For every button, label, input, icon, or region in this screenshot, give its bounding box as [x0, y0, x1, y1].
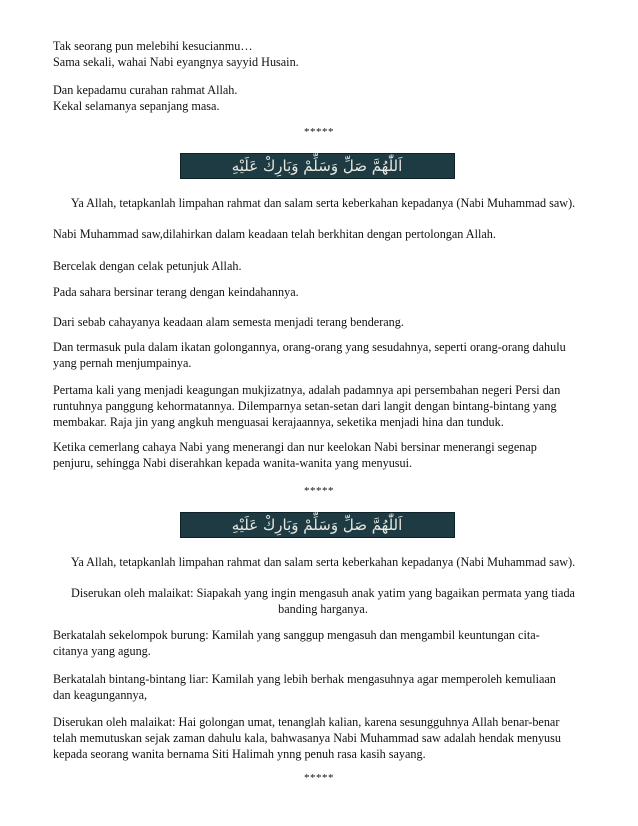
paragraph: Bercelak dengan celak petunjuk Allah. — [53, 259, 242, 273]
arabic-text: اَللّٰهُمَّ صَلِّ وَسَلِّمْ وَبَارِكْ عَلَيْهِ — [231, 157, 403, 175]
arabic-text: اَللّٰهُمَّ صَلِّ وَسَلِّمْ وَبَارِكْ عَلَيْهِ — [231, 516, 403, 534]
calligraphy-image — [180, 153, 455, 179]
text-line: Berkatalah bintang-bintang liar: Kamilah yang lebih berhak mengasuhnya agar memperoleh kemuliaan — [53, 672, 556, 686]
section-separator: ***** — [304, 126, 334, 138]
paragraph — [53, 585, 593, 617]
text-line: Ketika cemerlang cahaya Nabi yang menerangi dan nur keelokan Nabi bersinar menerangi segenap — [53, 440, 537, 454]
text-line: Tak seorang pun melebihi kesucianmu… — [53, 39, 253, 53]
paragraph — [53, 339, 593, 371]
text-line: dan keagungannya, — [53, 688, 148, 702]
text-line: yang pernah menjumpainya. — [53, 356, 192, 370]
text-line: runtuhnya panggung kehormatannya. Dilemparnya setan-setan dari langit dengan bintang-bintang yang — [53, 399, 557, 413]
paragraph — [53, 714, 593, 762]
paragraph: Pada sahara bersinar terang dengan keindahannya. — [53, 285, 299, 299]
text-line: Berkatalah sekelompok burung: Kamilah yang sanggup mengasuh dan mengambil keuntungan cita- — [53, 628, 540, 642]
text-line: Dan termasuk pula dalam ikatan golongannya, orang-orang yang sesudahnya, seperti orang-orang dahulu — [53, 340, 566, 354]
text-line: penjuru, sehingga Nabi diserahkan kepada wanita-wanita yang menyusui. — [53, 456, 413, 470]
text-line: membakar. Raja jin yang angkuh menguasai kerajaannya, seketika menjadi hina dan tunduk. — [53, 415, 504, 429]
verse-paragraph-1 — [53, 38, 593, 70]
text-line: Diserukan oleh malaikat: Siapakah yang ingin mengasuh anak yatim yang bagaikan permata yang tiada — [71, 586, 575, 600]
paragraph — [53, 382, 593, 430]
paragraph: Dari sebab cahayanya keadaan alam semesta menjadi terang benderang. — [53, 315, 404, 329]
section-separator: ***** — [304, 772, 334, 784]
paragraph — [53, 627, 593, 659]
verse-paragraph-2 — [53, 82, 593, 114]
text-line: Diserukan oleh malaikat: Hai golongan umat, tenanglah kalian, karena sesungguhnya Allah benar-benar — [53, 715, 560, 729]
arabic-salawat-banner — [180, 153, 455, 179]
salawat-translation: Ya Allah, tetapkanlah limpahan rahmat dan salam serta keberkahan kepadanya (Nabi Muhammad saw). — [70, 196, 576, 210]
paragraph — [53, 439, 593, 471]
text-line: kepada seorang wanita bernama Siti Halimah ynng penuh rasa kasih sayang. — [53, 747, 426, 761]
arabic-salawat-banner — [180, 512, 455, 538]
salawat-translation: Ya Allah, tetapkanlah limpahan rahmat dan salam serta keberkahan kepadanya (Nabi Muhammad saw). — [70, 555, 576, 569]
text-line: Sama sekali, wahai Nabi eyangnya sayyid Husain. — [53, 55, 299, 69]
text-line: telah memutuskan sejak zaman dahulu kala, bahwasanya Nabi Muhammad saw adalah hendak menyusu — [53, 731, 561, 745]
text-line: Pertama kali yang menjadi keagungan mukjizatnya, adalah padamnya api persembahan negeri Persi dan — [53, 383, 561, 397]
text-line: Kekal selamanya sepanjang masa. — [53, 99, 220, 113]
text-line: banding harganya. — [278, 602, 368, 616]
text-line: Dan kepadamu curahan rahmat Allah. — [53, 83, 238, 97]
text-line: citanya yang agung. — [53, 644, 151, 658]
calligraphy-image — [180, 512, 455, 538]
paragraph — [53, 671, 593, 703]
section-separator: ***** — [304, 485, 334, 497]
paragraph: Nabi Muhammad saw,dilahirkan dalam keadaan telah berkhitan dengan pertolongan Allah. — [53, 227, 496, 241]
